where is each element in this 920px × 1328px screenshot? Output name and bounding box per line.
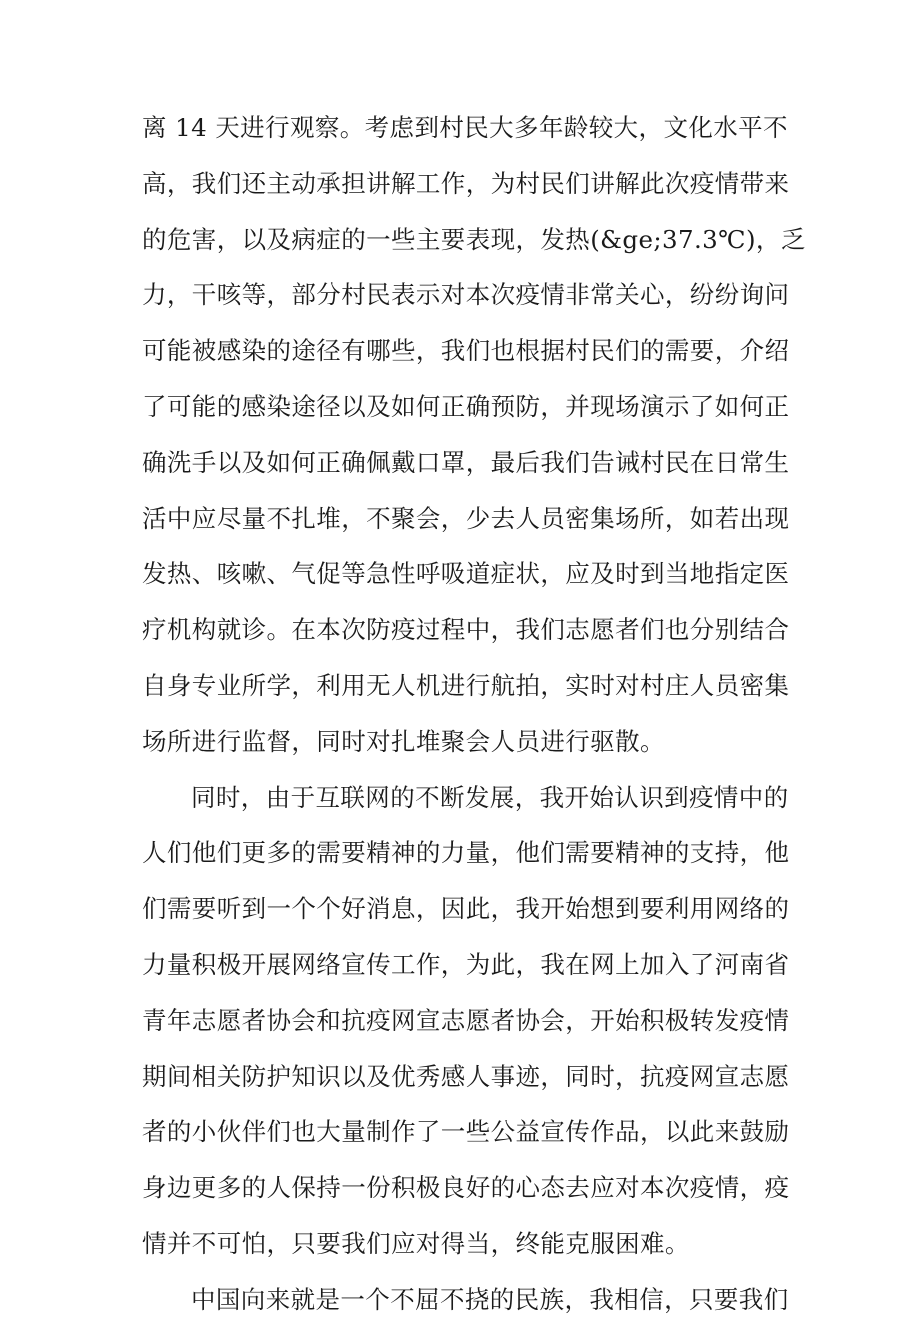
text-line: 力，干咳等，部分村民表示对本次疫情非常关心，纷纷询问 bbox=[142, 280, 790, 310]
text-line: 期间相关防护知识以及优秀感人事迹，同时，抗疫网宣志愿 bbox=[142, 1061, 790, 1091]
paragraph-3 bbox=[142, 1272, 789, 1328]
text-line: 身边更多的人保持一份积极良好的心态去应对本次疫情，疫 bbox=[142, 1173, 790, 1203]
text-line: 离 14 天进行观察。考虑到村民大多年龄较大，文化水平不 bbox=[142, 113, 788, 142]
text-line: 高，我们还主动承担讲解工作，为村民们讲解此次疫情带来 bbox=[142, 168, 790, 198]
text-line: 中国向来就是一个不屈不挠的民族，我相信，只要我们 bbox=[191, 1284, 789, 1314]
text-line: 自身专业所学，利用无人机进行航拍，实时对村庄人员密集 bbox=[142, 670, 790, 700]
text-line: 的危害，以及病症的一些主要表现，发热(&ge;37.3℃)，乏 bbox=[142, 224, 806, 254]
paragraph-1 bbox=[142, 100, 806, 770]
text-line: 发热、咳嗽、气促等急性呼吸道症状，应及时到当地指定医 bbox=[142, 559, 790, 589]
text-line: 场所进行监督，同时对扎堆聚会人员进行驱散。 bbox=[142, 726, 665, 756]
text-line: 青年志愿者协会和抗疫网宣志愿者协会，开始积极转发疫情 bbox=[142, 1005, 790, 1035]
text-line: 疗机构就诊。在本次防疫过程中，我们志愿者们也分别结合 bbox=[142, 615, 790, 645]
text-line: 人们他们更多的需要精神的力量，他们需要精神的支持，他 bbox=[142, 838, 790, 868]
text-line: 确洗手以及如何正确佩戴口罩，最后我们告诫村民在日常生 bbox=[142, 447, 790, 477]
document-body bbox=[142, 100, 806, 1328]
text-line: 们需要听到一个个好消息，因此，我开始想到要利用网络的 bbox=[142, 894, 790, 924]
text-line: 活中应尽量不扎堆，不聚会，少去人员密集场所，如若出现 bbox=[142, 503, 790, 533]
text-line: 力量积极开展网络宣传工作，为此，我在网上加入了河南省 bbox=[142, 949, 790, 979]
text-line: 了可能的感染途径以及如何正确预防，并现场演示了如何正 bbox=[142, 391, 790, 421]
text-line: 情并不可怕，只要我们应对得当，终能克服困难。 bbox=[142, 1228, 690, 1258]
text-line: 者的小伙伴们也大量制作了一些公益宣传作品，以此来鼓励 bbox=[142, 1117, 790, 1147]
text-line: 可能被感染的途径有哪些，我们也根据村民们的需要，介绍 bbox=[142, 336, 790, 366]
text-line: 同时，由于互联网的不断发展，我开始认识到疫情中的 bbox=[191, 782, 789, 812]
paragraph-2 bbox=[142, 770, 790, 1272]
